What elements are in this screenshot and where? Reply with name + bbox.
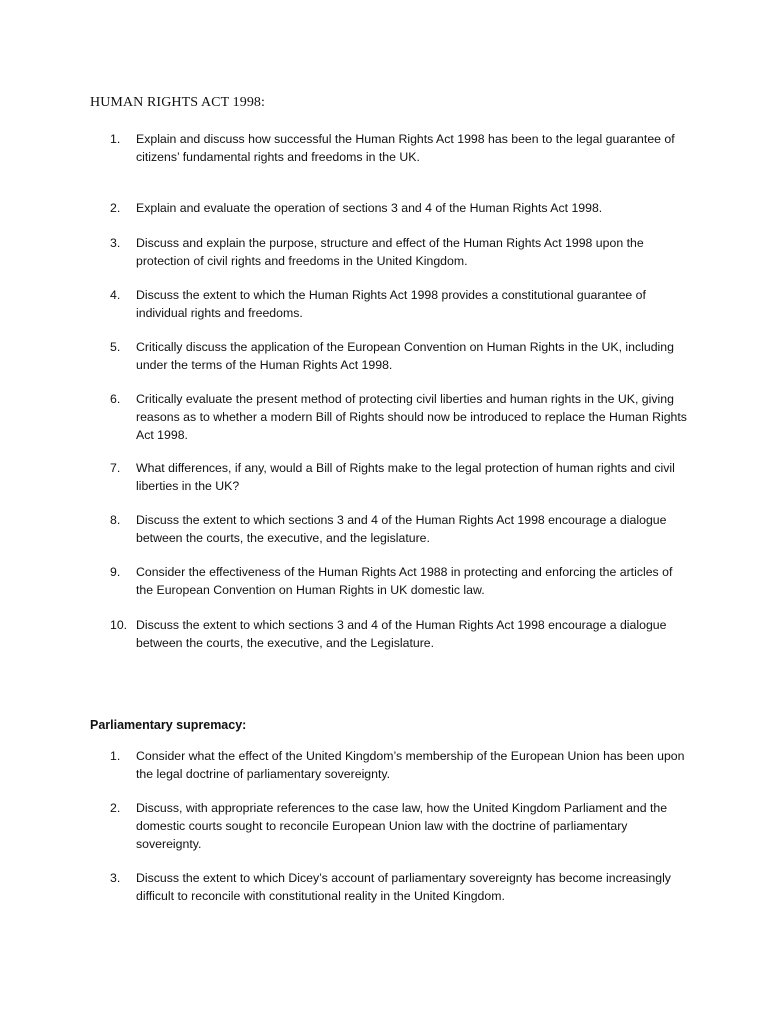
list-item-text: Discuss, with appropriate references to the case law, how the United Kingdom Parliament and the domestic courts sought to reconcile European Union law with the doctrine of parliamentary sovereignty. xyxy=(136,801,668,851)
list-item xyxy=(110,512,690,548)
list-item-text: Discuss the extent to which sections 3 and 4 of the Human Rights Act 1998 encourage a dialogue between the courts, the executive, and the legislature. xyxy=(136,513,667,545)
list-item-text: Critically discuss the application of the European Convention on Human Rights in the UK, including under the terms of the Human Rights Act 1998. xyxy=(136,340,674,372)
list-item-number: 3. xyxy=(110,236,121,250)
list-item xyxy=(110,235,690,271)
list-item xyxy=(110,200,690,218)
list-item xyxy=(110,339,690,375)
section-heading-human-rights-act: HUMAN RIGHTS ACT 1998: xyxy=(90,95,266,110)
list-item xyxy=(110,287,690,323)
list-item xyxy=(110,460,690,496)
list-item-text: Critically evaluate the present method of protecting civil liberties and human rights in the UK, giving reasons as to whether a modern Bill of Rights should now be introduced to replace the Human Rights Act 1998. xyxy=(136,392,687,442)
list-item xyxy=(110,617,690,653)
list-item-text: Consider what the effect of the United Kingdom’s membership of the European Union has been upon the legal doctrine of parliamentary sovereignty. xyxy=(136,749,685,781)
list-item-number: 5. xyxy=(110,340,121,354)
list-item-number: 4. xyxy=(110,288,121,302)
list-item-number: 7. xyxy=(110,461,121,475)
list-item-text: Discuss the extent to which Dicey’s account of parliamentary sovereignty has become increasingly difficult to reconcile with constitutional reality in the United Kingdom. xyxy=(136,871,671,903)
list-item xyxy=(110,748,690,784)
section-heading-parliamentary-supremacy: Parliamentary supremacy: xyxy=(90,718,247,732)
list-item xyxy=(110,800,690,853)
list-item-text: Explain and evaluate the operation of sections 3 and 4 of the Human Rights Act 1998. xyxy=(136,201,603,215)
list-item-number: 8. xyxy=(110,513,121,527)
list-item-text: Explain and discuss how successful the Human Rights Act 1998 has been to the legal guarantee of citizens’ fundamental rights and freedoms in the UK. xyxy=(136,132,675,164)
list-item-number: 1. xyxy=(110,749,121,763)
list-item-text: Discuss and explain the purpose, structure and effect of the Human Rights Act 1998 upon the protection of civil rights and freedoms in the United Kingdom. xyxy=(136,236,644,268)
list-item-number: 6. xyxy=(110,392,121,406)
list-item-text: Discuss the extent to which the Human Rights Act 1998 provides a constitutional guarantee of individual rights and freedoms. xyxy=(136,288,646,320)
list-item xyxy=(110,391,690,444)
list-item-number: 10. xyxy=(110,618,128,632)
list-item-text: Discuss the extent to which sections 3 and 4 of the Human Rights Act 1998 encourage a dialogue between the courts, the executive, and the Legislature. xyxy=(136,618,667,650)
list-item xyxy=(110,870,690,906)
list-item-number: 2. xyxy=(110,201,121,215)
list-item-number: 3. xyxy=(110,871,121,885)
list-item-number: 1. xyxy=(110,132,121,146)
list-item xyxy=(110,131,690,167)
list-item xyxy=(110,564,690,600)
list-item-text: What differences, if any, would a Bill of Rights make to the legal protection of human rights and civil liberties in the UK? xyxy=(136,461,675,493)
list-item-number: 2. xyxy=(110,801,121,815)
list-item-number: 9. xyxy=(110,565,121,579)
list-item-text: Consider the effectiveness of the Human Rights Act 1988 in protecting and enforcing the articles of the European Convention on Human Rights in UK domestic law. xyxy=(136,565,673,597)
